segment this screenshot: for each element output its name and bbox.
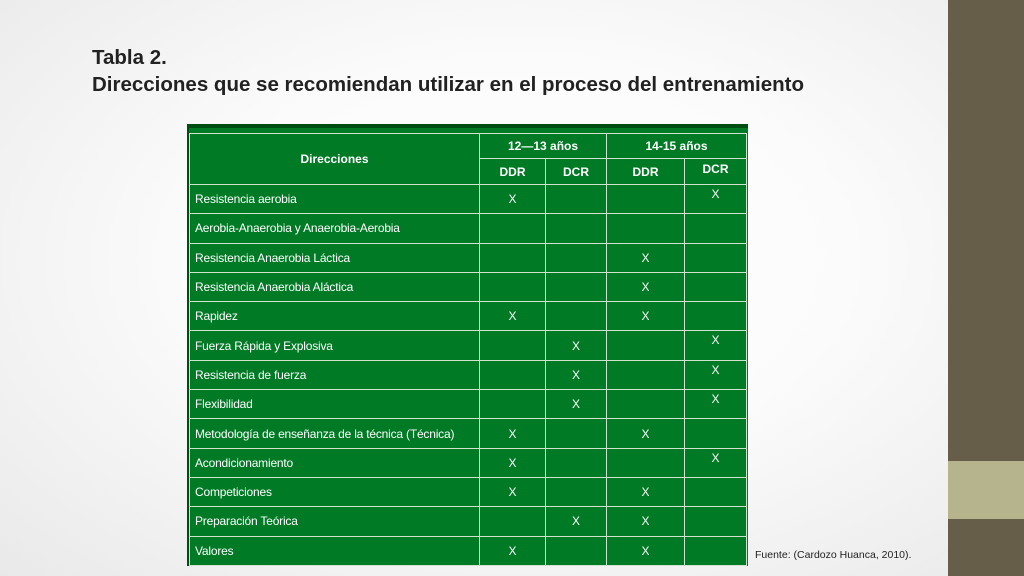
header-dcr-2: DCR xyxy=(685,159,747,185)
table-row xyxy=(190,214,747,243)
mark-cell: X xyxy=(546,507,607,536)
slide-title xyxy=(92,44,932,98)
direction-label: Metodología de enseñanza de la técnica (Técnica) xyxy=(190,419,480,448)
mark-cell: X xyxy=(480,302,546,331)
table-row xyxy=(190,419,747,448)
direction-label: Resistencia Anaerobia Aláctica xyxy=(190,272,480,301)
mark-cell xyxy=(546,272,607,301)
mark-cell xyxy=(480,214,546,243)
mark-cell: X xyxy=(480,477,546,506)
direction-label: Resistencia Anaerobia Láctica xyxy=(190,243,480,272)
table-row xyxy=(190,390,747,419)
header-ddr-1: DDR xyxy=(480,159,546,185)
direction-label: Resistencia de fuerza xyxy=(190,360,480,389)
mark-cell: X xyxy=(607,536,685,565)
mark-cell xyxy=(480,331,546,360)
directions-table xyxy=(189,133,747,566)
mark-cell: X xyxy=(480,185,546,214)
direction-label: Rapidez xyxy=(190,302,480,331)
mark-cell: X xyxy=(546,390,607,419)
mark-cell xyxy=(607,390,685,419)
mark-cell xyxy=(546,185,607,214)
mark-cell xyxy=(685,419,747,448)
source-citation: Fuente: (Cardozo Huanca, 2010). xyxy=(755,549,912,561)
header-dcr-1: DCR xyxy=(546,159,607,185)
direction-label: Valores xyxy=(190,536,480,565)
mark-cell: X xyxy=(480,536,546,565)
mark-cell xyxy=(480,360,546,389)
mark-cell: X xyxy=(480,448,546,477)
mark-cell: X xyxy=(607,302,685,331)
mark-cell: X xyxy=(685,360,747,389)
table-body xyxy=(190,185,747,566)
table-row xyxy=(190,507,747,536)
mark-cell: X xyxy=(607,272,685,301)
mark-cell xyxy=(480,243,546,272)
table-row xyxy=(190,302,747,331)
direction-label: Fuerza Rápida y Explosiva xyxy=(190,331,480,360)
table-row xyxy=(190,185,747,214)
mark-cell: X xyxy=(685,390,747,419)
table-row xyxy=(190,448,747,477)
direction-label: Aerobia-Anaerobia y Anaerobia-Aerobia xyxy=(190,214,480,243)
mark-cell: X xyxy=(685,448,747,477)
direction-label: Preparación Teórica xyxy=(190,507,480,536)
mark-cell: X xyxy=(607,477,685,506)
mark-cell xyxy=(546,243,607,272)
mark-cell xyxy=(685,302,747,331)
mark-cell xyxy=(480,507,546,536)
table-row xyxy=(190,243,747,272)
mark-cell xyxy=(546,214,607,243)
mark-cell xyxy=(480,272,546,301)
mark-cell: X xyxy=(480,419,546,448)
mark-cell xyxy=(685,272,747,301)
direction-label: Resistencia aerobia xyxy=(190,185,480,214)
mark-cell xyxy=(546,448,607,477)
mark-cell xyxy=(685,214,747,243)
side-band-light xyxy=(948,461,1024,519)
title-line-2: Direcciones que se recomiendan utilizar en el proceso del entrenamiento xyxy=(92,73,805,96)
mark-cell: X xyxy=(607,243,685,272)
mark-cell xyxy=(546,302,607,331)
header-group-14-15: 14-15 años xyxy=(607,134,747,159)
direction-label: Acondicionamiento xyxy=(190,448,480,477)
mark-cell: X xyxy=(607,419,685,448)
directions-table-container xyxy=(187,124,748,566)
mark-cell xyxy=(607,448,685,477)
direction-label: Flexibilidad xyxy=(190,390,480,419)
table-row xyxy=(190,331,747,360)
mark-cell xyxy=(546,536,607,565)
mark-cell xyxy=(480,390,546,419)
table-row xyxy=(190,360,747,389)
mark-cell: X xyxy=(546,360,607,389)
header-direcciones: Direcciones xyxy=(190,134,480,185)
mark-cell xyxy=(546,477,607,506)
mark-cell: X xyxy=(607,507,685,536)
mark-cell xyxy=(685,536,747,565)
direction-label: Competiciones xyxy=(190,477,480,506)
header-group-12-13: 12—13 años xyxy=(480,134,607,159)
mark-cell xyxy=(607,331,685,360)
mark-cell xyxy=(607,214,685,243)
mark-cell xyxy=(685,507,747,536)
mark-cell xyxy=(685,243,747,272)
mark-cell: X xyxy=(685,331,747,360)
mark-cell: X xyxy=(685,185,747,214)
table-row xyxy=(190,272,747,301)
header-ddr-2: DDR xyxy=(607,159,685,185)
mark-cell xyxy=(685,477,747,506)
title-line-1: Tabla 2. xyxy=(92,46,167,69)
mark-cell xyxy=(607,360,685,389)
table-row xyxy=(190,536,747,565)
mark-cell: X xyxy=(546,331,607,360)
mark-cell xyxy=(607,185,685,214)
table-row xyxy=(190,477,747,506)
mark-cell xyxy=(546,419,607,448)
